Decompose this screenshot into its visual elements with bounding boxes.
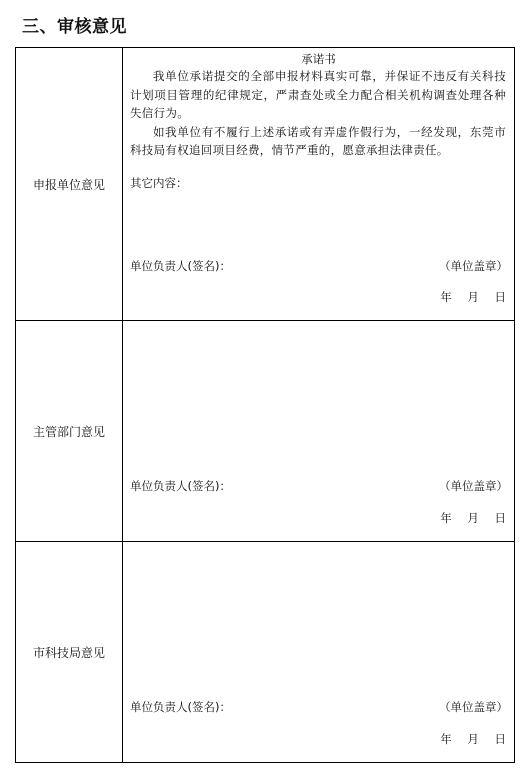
date-line: [440, 510, 506, 526]
tech-bureau-opinion-label: 市科技局意见: [16, 542, 123, 763]
date-year: 年: [440, 511, 452, 525]
supervisor-opinion-row: [16, 321, 515, 542]
pledge-title: 承诺书: [301, 52, 336, 66]
signer-label: 单位负责人(签名)：: [130, 700, 231, 714]
tech-bureau-opinion-content[interactable]: [123, 542, 515, 763]
date-month: 月: [467, 511, 479, 525]
date-month: 月: [467, 732, 479, 746]
pledge-paragraph-1: 我单位承诺提交的全部申报材料真实可靠，并保证不违反有关科技计划项目管理的纪律规定，严肃查处或全力配合相关机构调查处理各种失信行为。: [130, 69, 506, 120]
seal-label: （单位盖章）: [439, 700, 508, 714]
supervisor-opinion-label: 主管部门意见: [16, 321, 123, 542]
date-year: 年: [440, 732, 452, 746]
applicant-opinion-row: [16, 48, 515, 321]
section-title: 三、审核意见: [22, 17, 127, 37]
date-line: [440, 289, 506, 305]
tech-bureau-opinion-row: [16, 542, 515, 763]
supervisor-opinion-content[interactable]: [123, 321, 515, 542]
date-year: 年: [440, 290, 452, 304]
seal-label: （单位盖章）: [439, 259, 508, 273]
date-day: 日: [494, 511, 506, 525]
signer-label: 单位负责人(签名)：: [130, 479, 231, 493]
date-day: 日: [494, 732, 506, 746]
review-opinion-table: [15, 47, 515, 763]
signer-label: 单位负责人(签名)：: [130, 259, 231, 273]
seal-label: （单位盖章）: [439, 479, 508, 493]
date-day: 日: [494, 290, 506, 304]
pledge-paragraph-2: 如我单位有不履行上述承诺或有弄虚作假行为，一经发现，东莞市科技局有权追回项目经费，情节严重的，愿意承担法律责任。: [130, 124, 506, 157]
applicant-opinion-label: 申报单位意见: [16, 48, 123, 321]
other-content-label: 其它内容：: [130, 175, 188, 190]
date-line: [440, 731, 506, 747]
date-month: 月: [467, 290, 479, 304]
applicant-opinion-content[interactable]: [123, 48, 515, 321]
